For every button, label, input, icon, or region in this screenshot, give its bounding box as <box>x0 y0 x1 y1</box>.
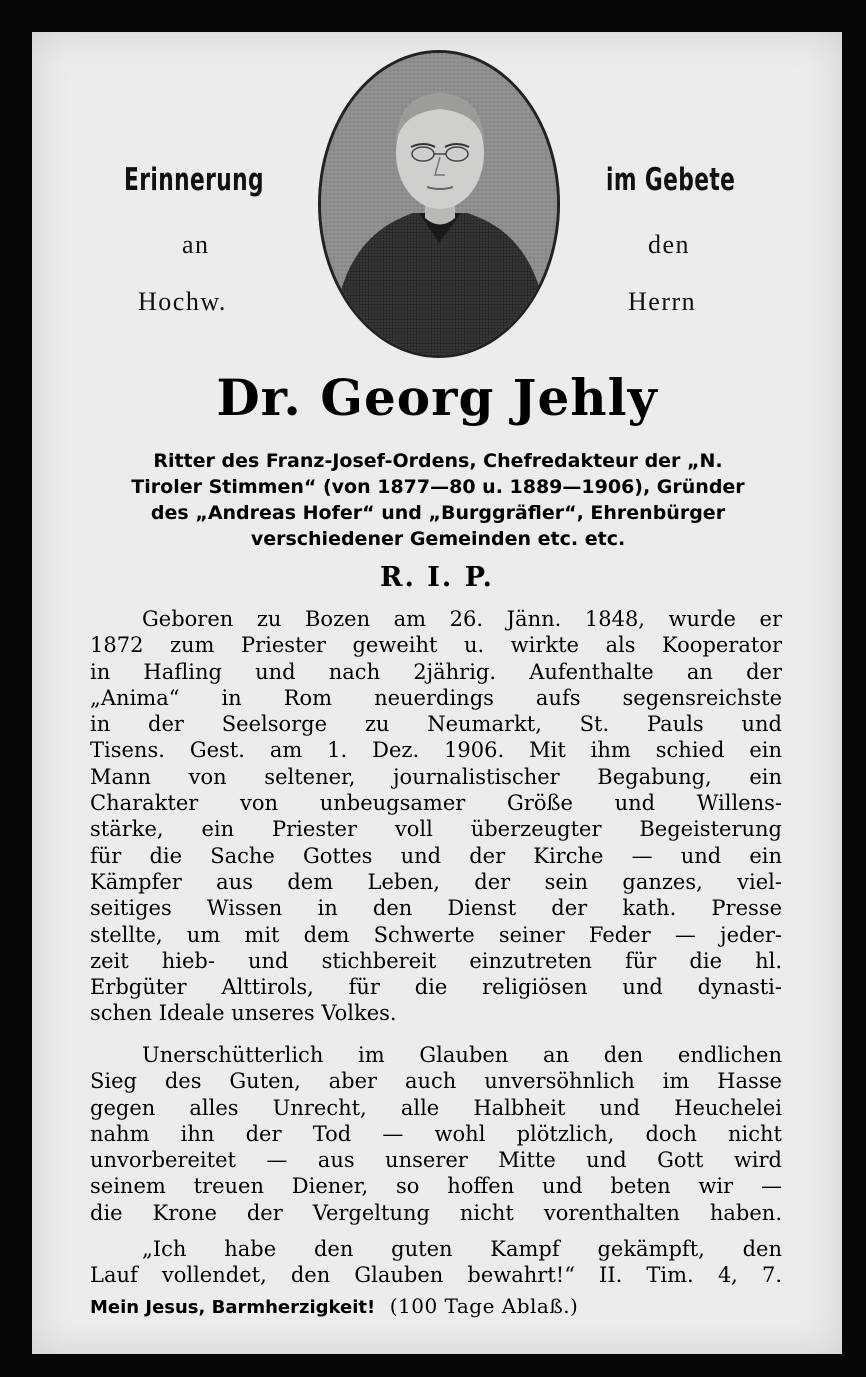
indulgence-text: (100 Tage Ablaß.) <box>389 1294 579 1318</box>
deceased-name: Dr. Georg Jehly <box>216 368 658 427</box>
biography-paragraph <box>90 606 782 1027</box>
text-line: „Anima“ in Rom neuerdings aufs segensreichste <box>90 685 782 710</box>
text-line: seinem treuen Diener, so hoffen und beten wir — <box>90 1174 782 1199</box>
text-line: nahm ihn der Tod — wohl plötzlich, doch nicht <box>90 1121 782 1146</box>
header-left-title: Erinnerung <box>124 162 264 198</box>
text-line: Charakter von unbeugsamer Größe und Willens- <box>90 791 782 816</box>
text-line: in der Seelsorge zu Neumarkt, St. Pauls und <box>90 712 782 737</box>
text-line: Unerschütterlich im Glauben an den endlichen <box>142 1043 782 1067</box>
header-right-title: im Gebete <box>606 162 736 198</box>
rip-heading: R. I. P. <box>380 562 494 593</box>
text-line: Mann von seltener, journalistischer Begabung, ein <box>90 764 782 789</box>
text-line: stärke, ein Priester voll überzeugter Begeisterung <box>90 817 782 842</box>
text-line: Erbgüter Alttirols, für die religiösen und dynasti- <box>90 975 782 1000</box>
footer-prayer <box>90 1294 782 1318</box>
text-line: stellte, um mit dem Schwerte seiner Feder — jeder- <box>90 922 782 947</box>
portrait-photo <box>318 50 560 358</box>
text-line: in Hafling und nach 2jährig. Aufenthalte an der <box>90 659 782 684</box>
text-line: Sieg des Guten, aber auch unversöhnlich im Hasse <box>90 1069 782 1094</box>
text-line: Kämpfer aus dem Leben, der sein ganzes, viel- <box>90 869 782 894</box>
text-line: die Krone der Vergeltung nicht vorenthalten haben. <box>90 1200 782 1225</box>
text-line: schen Ideale unseres Volkes. <box>90 1001 397 1026</box>
prayer-text: Mein Jesus, Barmherzigkeit! <box>90 1297 376 1318</box>
subtitle-line: verschiedener Gemeinden etc. etc. <box>250 528 626 550</box>
text-line: Geboren zu Bozen am 26. Jänn. 1848, wurde er <box>142 607 782 631</box>
text-line: Lauf vollendet, den Glauben bewahrt!“ II. Tim. 4, 7. <box>90 1263 782 1288</box>
header-left-an: an <box>182 230 210 259</box>
subtitle-line: des „Andreas Hofer“ und „Burggräfler“, Ehrenbürger <box>150 502 726 524</box>
header-right-herrn: Herrn <box>628 287 697 316</box>
text-line: unvorbereitet — aus unserer Mitte und Gott wird <box>90 1148 782 1173</box>
memorial-card <box>32 32 842 1354</box>
text-line: für die Sache Gottes und der Kirche — und ein <box>90 843 782 868</box>
tribute-paragraph <box>90 1042 782 1226</box>
text-line: 1872 zum Priester geweiht u. wirkte als Kooperator <box>90 633 782 658</box>
subtitle-line: Ritter des Franz-Josef-Ordens, Chefredakteur der „N. <box>153 450 723 472</box>
text-line: seitiges Wissen in den Dienst der kath. Presse <box>90 896 782 921</box>
text-line: zeit hieb- und stichbereit einzutreten für die hl. <box>90 948 782 973</box>
subtitle-line: Tiroler Stimmen“ (von 1877—80 u. 1889—1906), Gründer <box>131 476 745 498</box>
text-line: „Ich habe den guten Kampf gekämpft, den <box>142 1237 782 1261</box>
text-line: Tisens. Gest. am 1. Dez. 1906. Mit ihm schied ein <box>90 738 782 763</box>
titles-and-honors <box>88 448 788 552</box>
scripture-quote <box>90 1236 782 1289</box>
text-line: gegen alles Unrecht, alle Halbheit und Heuchelei <box>90 1095 782 1120</box>
portrait-figure <box>321 53 557 355</box>
header-left-hochw: Hochw. <box>138 287 227 316</box>
header-right-den: den <box>648 230 691 259</box>
